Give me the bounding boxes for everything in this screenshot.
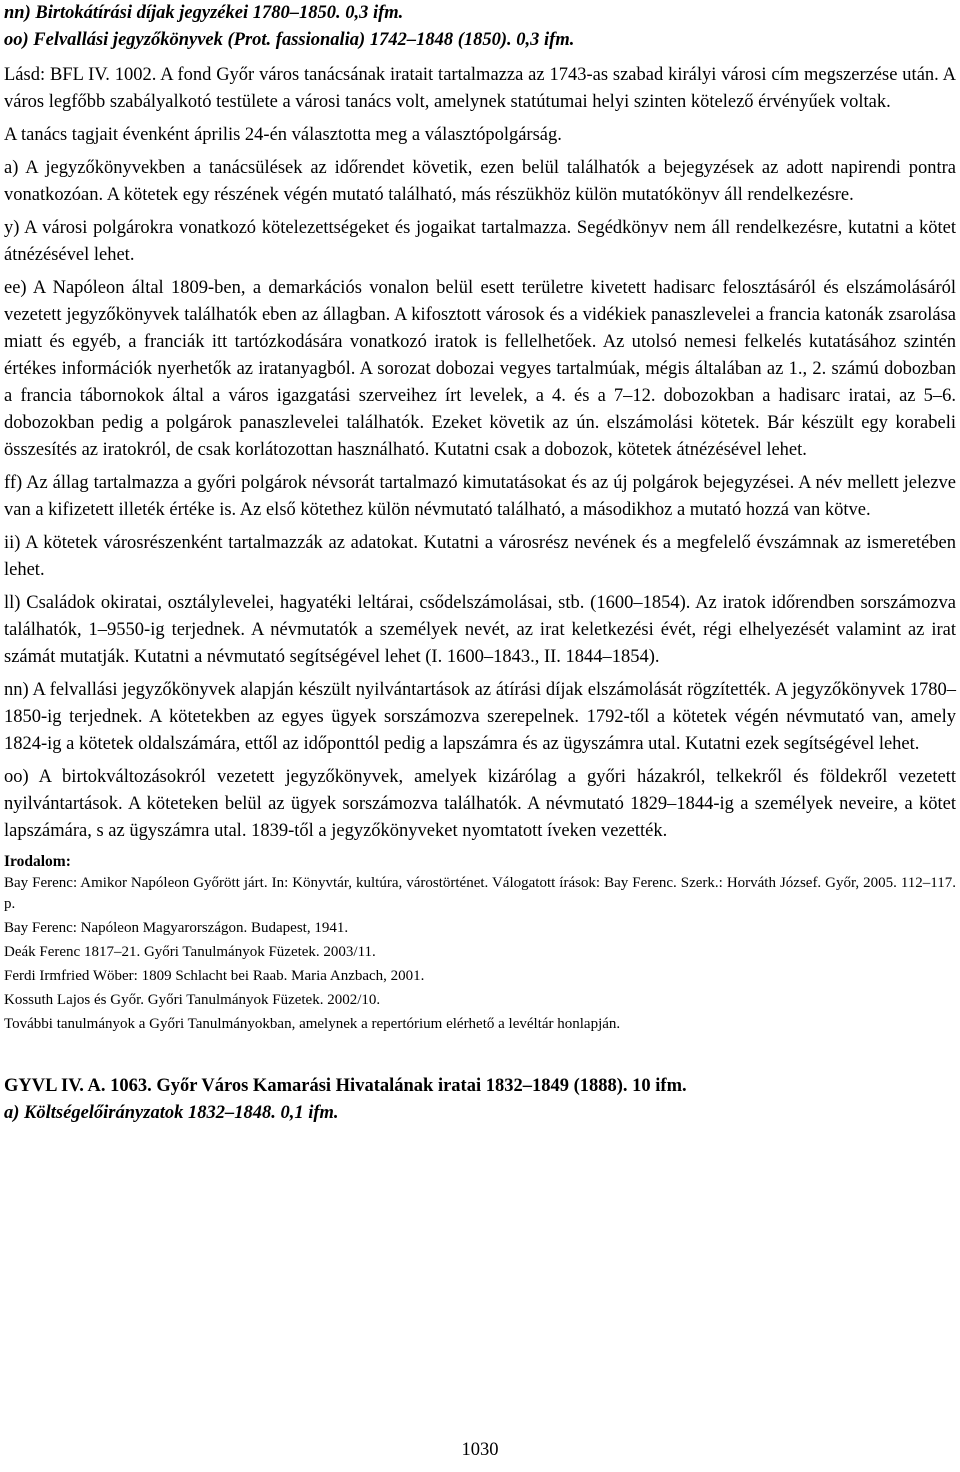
literature-item: Deák Ferenc 1817–21. Győri Tanulmányok Füzetek. 2003/11. <box>4 944 376 960</box>
document-page <box>4 0 956 1127</box>
literature-item: Ferdi Irmfried Wöber: 1809 Schlacht bei Raab. Maria Anzbach, 2001. <box>4 968 425 984</box>
paragraph-oo: oo) A birtokváltozásokról vezetett jegyzőkönyvek, amelyek kizárólag a győri házakról, telkekről és földekről vezetett nyilvántartások. A köteteken belül az ügyek sorszámozva találhatók. A névmutató 1829–1844-ig a személyek neveire, a kötet lapszámára, s az ügyszámra utal. 1839-től a jegyzőkönyveket nyomtatott íveken vezették. <box>4 767 956 841</box>
literature-item: Kossuth Lajos és Győr. Győri Tanulmányok Füzetek. 2002/10. <box>4 992 381 1008</box>
paragraph-council: A tanács tagjait évenként április 24-én választotta meg a választópolgárság. <box>4 125 562 145</box>
paragraph-ii: ii) A kötetek városrészenként tartalmazzák az adatokat. Kutatni a városrész nevének és a megfelelő évszámnak az ismeretében lehet. <box>4 533 956 580</box>
literature-heading: Irodalom: <box>4 853 71 870</box>
literature-item: Bay Ferenc: Napóleon Magyarországon. Budapest, 1941. <box>4 920 349 936</box>
paragraph-ll: ll) Családok okiratai, osztálylevelei, hagyatéki leltárai, csődelszámolásai, stb. (1600–1854). Az iratok időrendben sorszámozva találhatók, 1–9550-ig terjednek. A névmutatók a személyek nevét, az irat keletkezési évét, régi elhelyezését valamint az irat számát mutatják. Kutatni a névmutató segítségével lehet (I. 1600–1843., II. 1844–1854). <box>4 593 956 667</box>
paragraph-a: a) A jegyzőkönyvekben a tanácsülések az időrendet követik, ezen belül találhatók a bejegyzések az adott napirendi pontra vonatkozóan. A kötetek egy részének végén mutató található, más részükhöz külön mutatókönyv áll rendelkezésre. <box>4 158 956 205</box>
paragraph-y: y) A városi polgárokra vonatkozó kötelezettségeket és jogaikat tartalmazza. Segédkönyv nem áll rendelkezésre, kutatni a kötet átnézésével lehet. <box>4 218 956 265</box>
section-subheading: a) Költségelőirányzatok 1832–1848. 0,1 ifm. <box>4 1103 339 1123</box>
item-heading-nn: nn) Birtokátírási díjak jegyzékei 1780–1850. 0,3 ifm. <box>4 3 404 23</box>
section-heading: GYVL IV. A. 1063. Győr Város Kamarási Hivatalának iratai 1832–1849 (1888). 10 ifm. <box>4 1076 687 1096</box>
item-heading-oo: oo) Felvallási jegyzőkönyvek (Prot. fassionalia) 1742–1848 (1850). 0,3 ifm. <box>4 30 575 50</box>
literature-item: Bay Ferenc: Amikor Napóleon Győrött járt. In: Könyvtár, kultúra, várostörténet. Válogatott írások: Bay Ferenc. Szerk.: Horváth József. Győr, 2005. 112–117. p. <box>4 875 956 912</box>
literature-item: További tanulmányok a Győri Tanulmányokban, amelynek a repertórium elérhető a levéltár honlapján. <box>4 1016 621 1032</box>
page-number: 1030 <box>461 1440 499 1460</box>
paragraph-nn: nn) A felvallási jegyzőkönyvek alapján készült nyilvántartások az átírási díjak elszámolását rögzítették. A jegyzőkönyvek 1780–1850-ig terjednek. A kötetekben az egyes ügyek sorszámozva szerepelnek. 1792-től a kötetek végén névmutató van, amely 1824-ig a kötetek oldalszámára, ettől az időponttól pedig a lapszámra és az ügyszámra utal. Kutatni ezek segítségével lehet. <box>4 680 956 754</box>
paragraph-ff: ff) Az állag tartalmazza a győri polgárok névsorát tartalmazó kimutatásokat és az új polgárok bejegyzései. A név mellett jelezve van a kifizetett illeték értéke is. Az első kötethez külön névmutató található, a másodikhoz a mutató hozzá van kötve. <box>4 473 956 520</box>
paragraph-ee: ee) A Napóleon által 1809-ben, a demarkációs vonalon belül esett területre kivetett hadisarc felosztásáról és elszámolásáról vezetett jegyzőkönyvek találhatók eben az állagban. A kifosztott városok és a vidékiek panaszlevelei a francia katonák zsarolása miatt és egyéb, a franciák itt tartózkodására vonatkozó iratok is fellelhetőek. Az utolsó nemesi felkelés kutatásához szintén értékes információk nyerhetők az iratanyagból. A sorozat dobozai vegyes tartalmúak, mégis általában az 1., 2. számú dobozban a francia tábornokok által a város igazgatási szerveihez írt levelek, a 4. és a 7–12. dobozokban a hadisarc iratai, az 5–6. dobozokban pedig a polgárok panaszlevelei találhatók. Ezeket követik az ún. elszámolási kötetek. Bár készült egy korabeli összesítés az iratokról, de csak korlátozottan használható. Kutatni csak a dobozok, kötetek átnézésével lehet. <box>4 278 956 460</box>
paragraph-intro: Lásd: BFL IV. 1002. A fond Győr város tanácsának iratait tartalmazza az 1743-as szabad királyi városi cím megszerzése után. A város legfőbb szabályalkotó testülete a városi tanács volt, amelynek statútumai helyi szinten kötelező érvényűek voltak. <box>4 65 956 112</box>
